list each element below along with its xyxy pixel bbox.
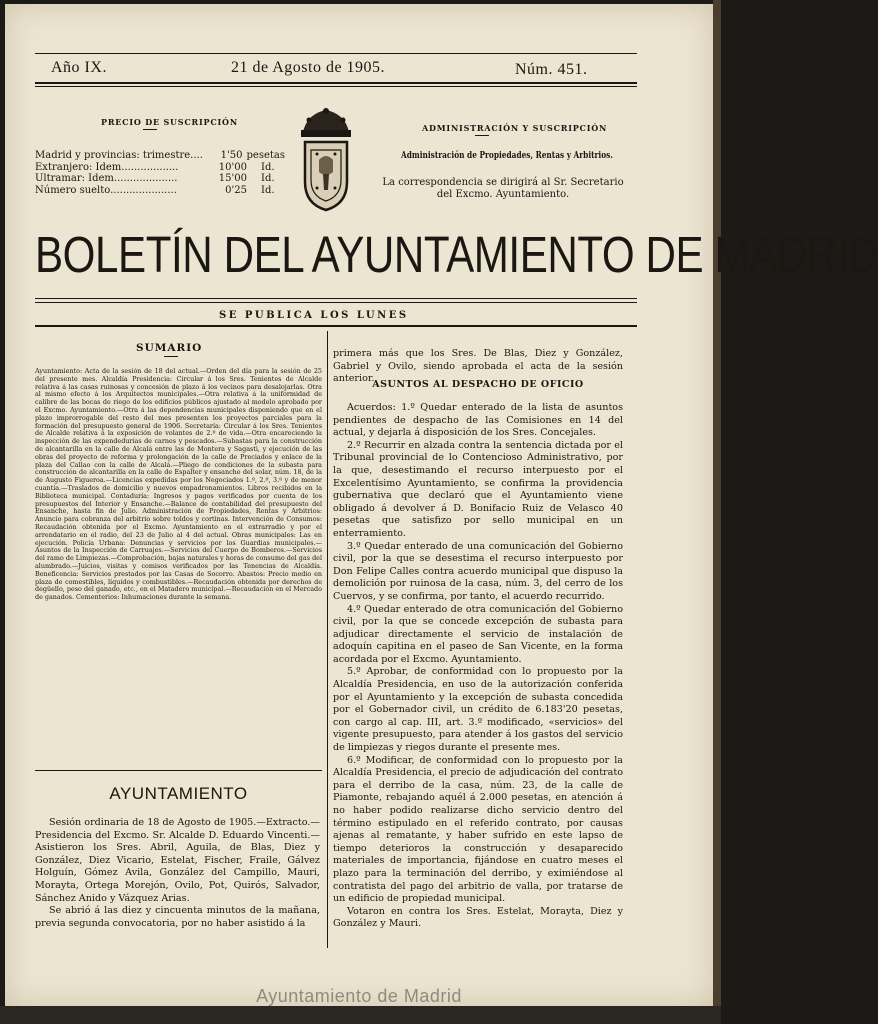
agreement-paragraph: 3.º Quedar enterado de una comunicación del Gobierno civil, por la que se desestima el recurso interpuesto por Don Felipe Calles contra acuerdo municipal que dispuso la demolición por ruinosa de la casa, núm. 3, del cerro de los Cuervos, y se confirma, por tanto, el acuerdo recurrido. xyxy=(333,540,623,602)
watermark: Ayuntamiento de Madrid xyxy=(256,986,462,1006)
subscription-ornament xyxy=(143,129,157,130)
page-edge-shadow xyxy=(713,0,721,1024)
agreement-paragraph: 6.º Modificar, de conformidad con lo propuesto por la Alcaldía Presidencia, el precio de adjudicación del contrato para el derribo de la casa, núm. 23, de la calle de Piamonte, rebajando aquél á 2.000 pesetas, en atención á no haber podido realizarse dicho servicio dentro del término estipulado en el referido contrato, por causas ajenas al rematante, y haber sufrido en este lapso de tiempo deterioros la construcción y desaparecido materiales de importancia, fijándose en cuatro meses el plazo para la terminación del derribo, y eximiéndose al contratista del pago del arbitrio de valla, por tratarse de un edificio de propiedad municipal. xyxy=(333,754,623,905)
title-rule xyxy=(35,298,637,299)
newspaper-title: BOLETÍN DEL AYUNTAMIENTO DE MADRID xyxy=(35,227,878,284)
price-row xyxy=(35,150,285,162)
agreement-paragraph: 2.º Recurrir en alzada contra la sentencia dictada por el Tribunal provincial de lo Contencioso Administrativo, por la que, desestimando el recurso interpuesto por el Excelentísimo Ayuntamiento, se confirma la providencia gubernativa que declaró que el Ayuntamiento viene obligado á devolver á D. Bonifacio Ruiz de Velasco 40 pesetas que satisfizo por sello municipal en un enterramiento. xyxy=(333,439,623,539)
newspaper-page xyxy=(5,4,878,1006)
price-row xyxy=(35,185,285,197)
price-unit: Id. xyxy=(261,161,275,173)
section-top-rule xyxy=(35,325,637,327)
subscription-price-list xyxy=(35,150,285,196)
subscription-heading: PRECIO DE SUSCRIPCIÓN xyxy=(101,117,238,127)
price-label: Madrid y provincias: trimestre.... xyxy=(35,150,203,161)
administration-ornament xyxy=(475,135,489,136)
madrid-coat-of-arms-icon xyxy=(295,102,357,214)
sumario-ornament xyxy=(164,356,178,357)
minutes-paragraph: Se abrió á las diez y cincuenta minutos de la mañana, previa segunda convocatoria, por no haber asistido á la xyxy=(35,905,320,929)
price-value: 0'25 xyxy=(225,184,247,196)
price-label: Número suelto..................... xyxy=(35,184,177,196)
agreement-paragraph: Votaron en contra los Sres. Estelat, Morayta, Diez y González y Mauri. xyxy=(333,905,623,930)
masthead-top-rule xyxy=(35,53,637,54)
publication-note: SE PUBLICA LOS LUNES xyxy=(219,310,409,321)
ayuntamiento-heading: AYUNTAMIENTO xyxy=(109,784,248,803)
agreement-paragraph: 4.º Quedar enterado de otra comunicación del Gobierno civil, por la que se concede excepción de subasta para adjudicar directamente el servicio de instalación de adoquín capitina en el paseo de San Vicente, en la forma acordada por el Excmo. Ayuntamiento. xyxy=(333,603,623,665)
price-row xyxy=(35,173,285,185)
masthead-bottom-rule-thin xyxy=(35,86,637,87)
issue-number: Núm. 451. xyxy=(515,61,588,78)
column-divider xyxy=(327,331,328,948)
price-unit: pesetas xyxy=(246,150,285,161)
agreement-paragraph: 5.º Aprobar, de conformidad con lo propuesto por la Alcaldía Presidencia, en uso de la autorización conferida por el Ayuntamiento y la excepción de subasta concedida por el Gobernador civil, un crédito de 6.183'20 pesetas, con cargo al cap. III, art. 3.º modificado, «servicios» del vigente presupuesto, para atender á los gastos del servicio de limpiezas y riegos durante el presente mes. xyxy=(333,666,623,754)
masthead-bottom-rule xyxy=(35,82,637,84)
agreement-paragraph: Acuerdos: 1.º Quedar enterado de la lista de asuntos pendientes de despacho de las Comisiones en 14 del actual, y dejarla á disposición de los Sres. Concejales. xyxy=(333,402,623,439)
asuntos-heading: ASUNTOS AL DESPACHO DE OFICIO xyxy=(372,379,584,390)
right-column-continuation: primera más que los Sres. De Blas, Diez y González, Gabriel y Ovilo, siendo aprobada el acta de la sesión anterior. xyxy=(333,348,623,385)
price-value: 15'00 xyxy=(218,173,247,184)
title-rule-thin xyxy=(35,302,637,303)
price-value: 1'50 xyxy=(220,150,243,161)
price-unit: Id. xyxy=(261,173,275,184)
price-unit: Id. xyxy=(261,184,275,196)
price-row xyxy=(35,162,285,174)
issue-year: Año IX. xyxy=(51,59,107,76)
issue-date: 21 de Agosto de 1905. xyxy=(231,59,386,76)
price-label: Ultramar: Idem.................... xyxy=(35,173,178,184)
scan-bottom-border xyxy=(0,1006,721,1024)
sumario-bottom-rule xyxy=(35,770,322,771)
price-label: Extranjero: Idem.................. xyxy=(35,161,179,173)
administration-note: La correspondencia se dirigirá al Sr. Secretario del Excmo. Ayuntamiento. xyxy=(382,177,624,200)
sumario-text: Ayuntamiento: Acta de la sesión de 18 del actual.—Orden del día para la sesión de 25 del presente mes. Alcaldía Presidencia: Circular á los Sres. Tenientes de Alcalde relativa á las casas ruinosas y concesión de plazo á los vecinos para desalojarlas. Otra al mismo efecto á los Arquitectos municipales.—Otra relativa á la uniformidad de calibre de las bocas de riego de los edificios públicos ajustado al modelo aprobado por el Excmo. Ayuntamiento.—Otra á las dependencias municipales disponiendo que en el plazo improrrogable del resto del mes presenten los proyectos parciales para la formación del presupuesto general de 1906. Secretaría: Circular á los Sres. Tenientes de Alcalde relativa á la exposición de volantes de 2.º de vida.—Otra encareciendo la inspección de las expendedurías de carnes y pescados.—Subastas para la construcción de alcantarilla en la calle de Alcalá entre las de Montera y Sagasti, y ejecución de las obras del proyecto de reforma y prolongación de la calle de Preciados y enlace de la plaza del Callao con la calle de Alcalá.—Pliego de condiciones de la subasta para construcción de alcantarilla en la calle de Espalter y ensanche del solar, núm. 18, de la de Augusto Figueroa.—Licencias expedidas por los Negociados 1.º, 2.º, 3.º y de menor cuantía.—Traslados de domicilio y nuevos empadronamientos. Libros recibidos en la Biblioteca municipal. Contaduría: Ingresos y pagos verificados por cuenta de los presupuestos del Interior y Ensanche.—Balance de contabilidad del presupuesto del Ensanche, hasta fin de Julio. Administración de Propiedades, Rentas y Arbitrios: Anuncio para cobranza del arbitrio sobre toldos y cortinas. Intervención de Consumos: Recaudación obtenida por el Excmo. Ayuntamiento en el extrarradio y por el arrendatario en el radio, del 23 de Julio al 4 del actual. Obras municipales: Las en ejecución. Policía Urbana: Denuncias y servicios por los Guardias municipales.—Asuntos de la Inspección de Carruajes.—Servicios del Cuerpo de Bomberos.—Servicios del ramo de Limpiezas.—Comprobación, bajas naturales y horas de consumo del gas del alumbrado.—Juicios, visitas y comisos verificados por las Tenencias de Alcaldía. Beneficencia: Servicios prestados por las Casas de Socorro. Abastos: Precio medio en plaza de comestibles, líquidos y combustibles.—Recaudación obtenida por derechos de degüello, peso del ganado, etc., en el Matadero municipal.—Recaudación en el Mercado de ganados. Cementerios: Inhumaciones durante la semana. xyxy=(35,367,322,602)
administration-heading: ADMINISTRACIÓN Y SUSCRIPCIÓN xyxy=(422,123,608,133)
price-value: 10'00 xyxy=(218,161,247,173)
asuntos-body xyxy=(333,402,623,947)
minutes-paragraph: Sesión ordinaria de 18 de Agosto de 1905.—Extracto.—Presidencia del Excmo. Sr. Alcalde D. Eduardo Vincenti.—Asistieron los Sres. Abril, Aguila, de Blas, Diez y González, Diez Vicario, Estelat, Fischer, Fraile, Gálvez Holguín, Gómez Avila, González del Campillo, Mauri, Morayta, Ortega Morejón, Ovilo, Pot, Quirós, Salvador, Sánchez Anido y Vázquez Arias. xyxy=(35,817,320,904)
administration-subheading: Administración de Propiedades, Rentas y Arbitrios. xyxy=(401,151,613,161)
sumario-heading: SUMARIO xyxy=(136,342,203,354)
ayuntamiento-minutes xyxy=(35,817,320,947)
